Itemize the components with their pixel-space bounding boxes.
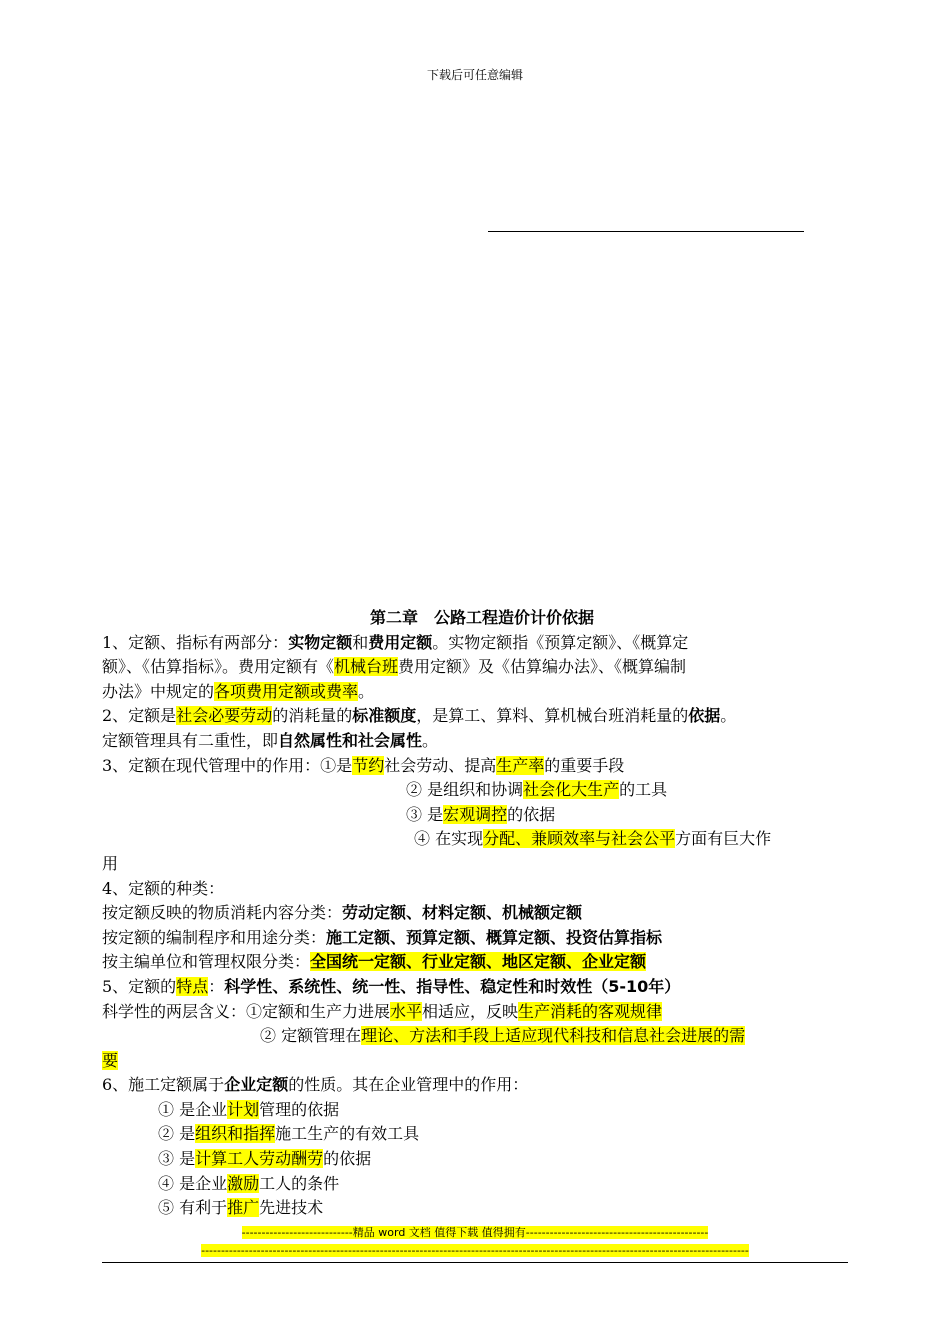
highlighted-text: 各项费用定额或费率 xyxy=(214,681,359,701)
text-run: 3、定额在现代管理中的作用：①是 xyxy=(102,755,353,775)
text-run: 办法》中规定的 xyxy=(102,681,215,701)
text-run: ，是算工、算料、算机械台班消耗量的 xyxy=(416,706,689,726)
text-run: 5、定额的 xyxy=(102,976,177,996)
content-line xyxy=(102,754,854,779)
text-run: 的性质。其在企业管理中的作用： xyxy=(288,1075,529,1095)
text-run: 的工具 xyxy=(619,780,668,800)
content-line xyxy=(102,1049,854,1074)
text-run: 定额管理具有二重性，即 xyxy=(102,730,279,750)
text-run: ③ 是 xyxy=(406,804,444,824)
content-line xyxy=(102,704,854,729)
text-run: ② 是组织和协调 xyxy=(406,780,524,800)
bold-text: 费用定额 xyxy=(368,632,433,652)
content-line xyxy=(102,926,854,951)
footer-text-2: ------------------------------------------------------------------------------------------------------------------------------------------ xyxy=(201,1244,749,1257)
text-run: 和 xyxy=(352,632,369,652)
highlighted-text: 水平 xyxy=(390,1001,423,1021)
highlighted-text: 要 xyxy=(102,1050,119,1070)
text-run: ② 定额管理在 xyxy=(260,1026,362,1046)
content-line xyxy=(102,631,854,656)
text-run: 的重要手段 xyxy=(544,755,625,775)
text-run: 额》、《估算指标》。费用定额有《 xyxy=(102,657,335,677)
text-run: 2、定额是 xyxy=(102,706,177,726)
highlighted-text: 计划 xyxy=(227,1099,260,1119)
bold-text: 实物定额 xyxy=(288,632,353,652)
text-run: 。 xyxy=(720,706,737,726)
content-line xyxy=(102,901,854,926)
text-run: 6、施工定额属于 xyxy=(102,1075,225,1095)
text-run: ： xyxy=(208,976,225,996)
highlighted-text: 宏观调控 xyxy=(443,804,508,824)
content-lines xyxy=(102,631,854,1221)
text-run: 工人的条件 xyxy=(259,1173,340,1193)
text-run: 的依据 xyxy=(507,804,556,824)
text-run: ④ 在实现 xyxy=(414,829,484,849)
content-line xyxy=(102,975,854,1000)
page-header: 下载后可任意编辑 xyxy=(426,68,523,82)
text-run: ② 是 xyxy=(158,1124,196,1144)
chapter-title: 第二章 公路工程造价计价依据 xyxy=(369,608,594,627)
content-line xyxy=(102,1196,854,1221)
highlighted-text: 理论、方法和手段上适应现代科技和信息社会进展的需 xyxy=(361,1026,746,1046)
text-run: 施工生产的有效工具 xyxy=(275,1124,420,1144)
content-line xyxy=(102,1000,854,1025)
highlighted-text: 计算工人劳动酬劳 xyxy=(195,1149,324,1169)
text-run: ⑤ 有利于 xyxy=(158,1198,228,1218)
content-line xyxy=(102,655,854,680)
text-run: 相适应，反映 xyxy=(422,1001,519,1021)
content-line xyxy=(102,950,854,975)
text-run: 按定额的编制程序和用途分类： xyxy=(102,927,327,947)
content-line xyxy=(102,877,854,902)
content-line xyxy=(102,1172,854,1197)
bold-text: 科学性、系统性、统一性、指导性、稳定性和时效性（5-10年） xyxy=(224,976,681,996)
bold-text: 企业定额 xyxy=(224,1075,289,1095)
text-run: 费用定额》及《估算编办法》、《概算编制 xyxy=(398,657,687,677)
bold-text: 自然属性和社会属性 xyxy=(278,730,423,750)
text-run: 先进技术 xyxy=(259,1198,324,1218)
bold-text: 劳动定额、材料定额、机械额定额 xyxy=(342,903,583,923)
signature-line xyxy=(488,231,804,232)
text-run: 方面有巨大作 xyxy=(675,829,772,849)
text-run: 的消耗量的 xyxy=(272,706,353,726)
footer-rule xyxy=(102,1262,848,1263)
footer-line-1 xyxy=(0,1226,950,1240)
highlighted-text: 特点 xyxy=(176,976,209,996)
text-run: 按定额反映的物质消耗内容分类： xyxy=(102,903,343,923)
content-line xyxy=(102,803,854,828)
footer-text-1: ----------------------------精品 word 文档 值得下载 值得拥有---------------------------------------------- xyxy=(241,1226,709,1239)
content-line xyxy=(102,680,854,705)
highlighted-text: 机械台班 xyxy=(334,657,399,677)
text-run: 。 xyxy=(422,730,439,750)
text-run: 。 xyxy=(358,681,375,701)
text-run: 的依据 xyxy=(323,1149,372,1169)
highlighted-text: 社会必要劳动 xyxy=(176,706,273,726)
text-run: 按主编单位和管理权限分类： xyxy=(102,952,311,972)
content-line xyxy=(102,827,854,852)
text-run: ④ 是企业 xyxy=(158,1173,228,1193)
document-body xyxy=(102,606,854,1221)
footer-line-2 xyxy=(0,1244,950,1258)
bold-text: 施工定额、预算定额、概算定额、投资估算指标 xyxy=(326,927,663,947)
highlighted-text: 生产率 xyxy=(496,755,545,775)
highlighted-text: 组织和指挥 xyxy=(195,1124,276,1144)
content-line xyxy=(102,729,854,754)
text-run: ① 是企业 xyxy=(158,1099,228,1119)
text-run: 1、定额、指标有两部分： xyxy=(102,632,289,652)
highlighted-text: 生产消耗的客观规律 xyxy=(518,1001,663,1021)
highlighted-text: 分配、兼顾效率与社会公平 xyxy=(483,829,676,849)
content-line xyxy=(102,778,854,803)
content-line xyxy=(102,1024,854,1049)
content-line xyxy=(102,1098,854,1123)
content-line xyxy=(102,1073,854,1098)
highlighted-text: 全国统一定额、行业定额、地区定额、企业定额 xyxy=(310,952,647,972)
text-run: 社会劳动、提高 xyxy=(384,755,497,775)
content-line xyxy=(102,852,854,877)
text-run: 用 xyxy=(102,853,119,873)
highlighted-text: 推广 xyxy=(227,1198,260,1218)
highlighted-text: 社会化大生产 xyxy=(523,780,620,800)
text-run: 管理的依据 xyxy=(259,1099,340,1119)
content-line xyxy=(102,1122,854,1147)
highlighted-text: 节约 xyxy=(352,755,385,775)
highlighted-text: 激励 xyxy=(227,1173,260,1193)
text-run: 4、定额的种类： xyxy=(102,878,225,898)
bold-text: 依据 xyxy=(688,706,721,726)
bold-text: 标准额度 xyxy=(352,706,417,726)
text-run: ③ 是 xyxy=(158,1149,196,1169)
text-run: 。实物定额指《预算定额》、《概算定 xyxy=(432,632,689,652)
content-line xyxy=(102,1147,854,1172)
text-run: 科学性的两层含义：①定额和生产力进展 xyxy=(102,1001,391,1021)
